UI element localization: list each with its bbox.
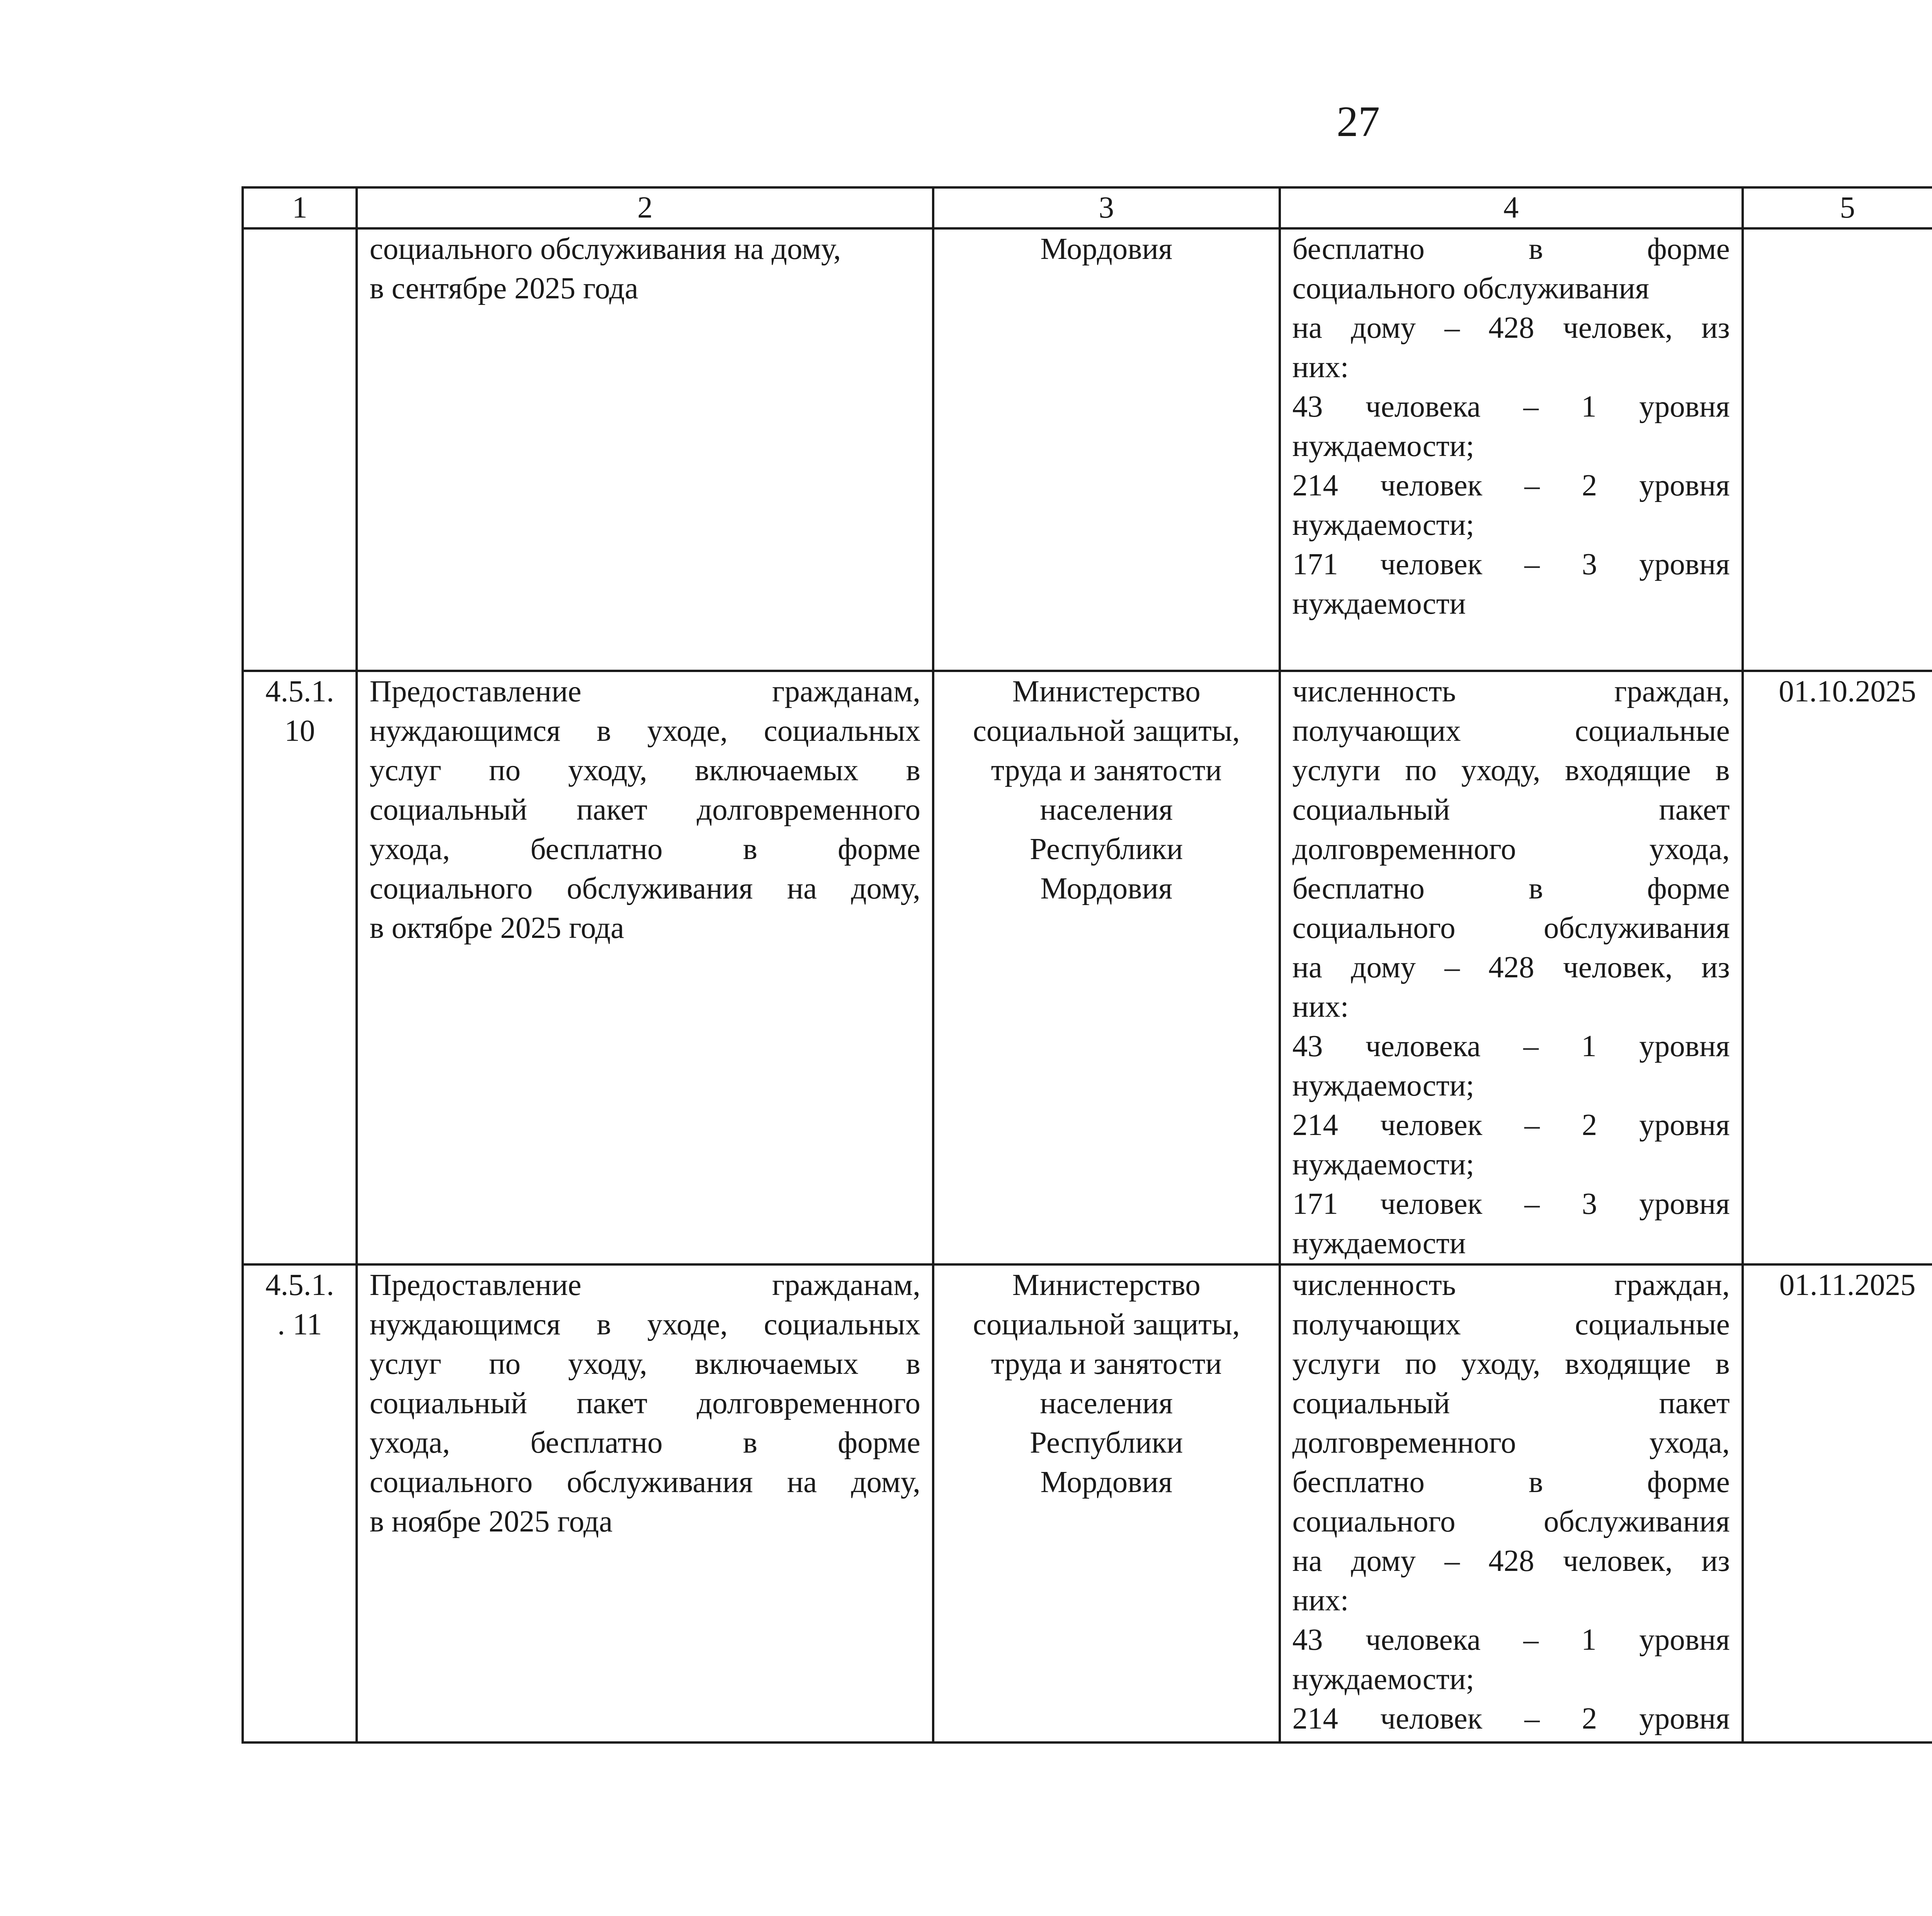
- text-line: ухода, бесплатно в форме: [369, 1426, 920, 1460]
- text-line: бесплатно в форме: [1292, 1465, 1730, 1499]
- text-line: нуждаемости;: [1292, 1662, 1475, 1696]
- text-line: долговременного ухода,: [1292, 832, 1730, 866]
- text-line: 43 человека – 1 уровня: [1292, 1029, 1730, 1063]
- description-cell: [357, 671, 933, 1264]
- text-line: социального обслуживания: [1292, 1505, 1730, 1538]
- text-line: численность граждан,: [1292, 675, 1730, 708]
- table-row: [243, 1264, 1932, 1306]
- text-line: нуждающимся в уходе, социальных: [369, 714, 920, 748]
- text-line: нуждаемости;: [1292, 1148, 1475, 1181]
- text-line: социального обслуживания: [1292, 911, 1730, 945]
- text-line: Мордовия: [1040, 232, 1173, 266]
- text-line: социальный пакет долговременного: [369, 793, 920, 827]
- text-line: услуг по уходу, включаемых в: [369, 1347, 920, 1381]
- row-number-cell: [243, 671, 357, 1264]
- text-line: них:: [1292, 351, 1349, 384]
- text-line: нуждаемости: [1292, 1227, 1466, 1260]
- text-line: на дому – 428 человек, из: [1292, 1544, 1730, 1578]
- text-line: 171 человек – 3 уровня: [1292, 548, 1730, 581]
- row-number-cell: [243, 1264, 357, 1742]
- text-line: в октябре 2025 года: [369, 911, 624, 945]
- text-line: 171 человек – 3 уровня: [1292, 1187, 1730, 1221]
- text-line: Республики: [1030, 1426, 1183, 1460]
- text-line: Министерство: [1012, 1268, 1201, 1302]
- indicator-cell: [1280, 1264, 1743, 1742]
- description-cell: [357, 228, 933, 671]
- text-line: 10: [284, 714, 315, 748]
- start-date-cell: 01.11.2025: [1743, 1264, 1932, 1742]
- text-line: 214 человек – 2 уровня: [1292, 1702, 1730, 1736]
- column-header: 1: [243, 187, 357, 228]
- text-line: них:: [1292, 990, 1349, 1024]
- text-line: 4.5.1.: [265, 1268, 334, 1302]
- text-line: населения: [1040, 1387, 1173, 1420]
- text-line: получающих социальные: [1292, 1308, 1730, 1341]
- indicator-cell: [1280, 228, 1743, 671]
- text-line: нуждаемости;: [1292, 508, 1475, 542]
- text-line: бесплатно в форме: [1292, 872, 1730, 905]
- table-row: [243, 671, 1932, 713]
- executor-cell: [933, 228, 1280, 671]
- text-line: нуждающимся в уходе, социальных: [369, 1308, 920, 1341]
- text-line: 43 человека – 1 уровня: [1292, 390, 1730, 424]
- text-line: получающих социальные: [1292, 714, 1730, 748]
- indicator-cell: [1280, 671, 1743, 1264]
- text-line: населения: [1040, 793, 1173, 827]
- text-line: 214 человек – 2 уровня: [1292, 1108, 1730, 1142]
- text-line: них:: [1292, 1584, 1349, 1617]
- text-line: 4.5.1.: [265, 675, 334, 708]
- start-date-cell: 01.10.2025: [1743, 671, 1932, 1264]
- text-line: в сентябре 2025 года: [369, 272, 638, 305]
- text-line: труда и занятости: [991, 1347, 1222, 1381]
- page-number: 27: [1337, 98, 1380, 146]
- text-line: социальный пакет: [1292, 1387, 1730, 1420]
- text-line: Мордовия: [1040, 1465, 1173, 1499]
- text-line: нуждаемости: [1292, 587, 1466, 621]
- column-header: 2: [357, 187, 933, 228]
- column-header: 3: [933, 187, 1280, 228]
- text-line: услуги по уходу, входящие в: [1292, 1347, 1730, 1381]
- text-line: Предоставление гражданам,: [369, 675, 920, 708]
- text-line: услуги по уходу, входящие в: [1292, 754, 1730, 787]
- text-line: . 11: [277, 1308, 322, 1341]
- text-line: бесплатно в форме: [1292, 232, 1730, 266]
- text-line: в ноябре 2025 года: [369, 1505, 613, 1538]
- text-line: социального обслуживания на дому,: [369, 232, 841, 266]
- activity-plan-table: [242, 186, 1932, 1744]
- text-line: труда и занятости: [991, 754, 1222, 787]
- text-line: на дому – 428 человек, из: [1292, 951, 1730, 984]
- text-line: Предоставление гражданам,: [369, 1268, 920, 1302]
- text-line: на дому – 428 человек, из: [1292, 311, 1730, 345]
- text-line: социальный пакет долговременного: [369, 1387, 920, 1420]
- text-line: ухода, бесплатно в форме: [369, 832, 920, 866]
- description-cell: [357, 1264, 933, 1742]
- row-number-cell: [243, 228, 357, 671]
- text-line: социальной защиты,: [973, 714, 1240, 748]
- text-line: услуг по уходу, включаемых в: [369, 754, 920, 787]
- column-header: 4: [1280, 187, 1743, 228]
- text-line: нуждаемости;: [1292, 1069, 1475, 1103]
- executor-cell: [933, 1264, 1280, 1742]
- text-line: социального обслуживания на дому,: [369, 872, 920, 905]
- text-line: социальной защиты,: [973, 1308, 1240, 1341]
- text-line: численность граждан,: [1292, 1268, 1730, 1302]
- text-line: социального обслуживания: [1292, 272, 1650, 305]
- text-line: Мордовия: [1040, 872, 1173, 905]
- text-line: Республики: [1030, 832, 1183, 866]
- text-line: 43 человека – 1 уровня: [1292, 1623, 1730, 1657]
- text-line: 214 человек – 2 уровня: [1292, 469, 1730, 502]
- executor-cell: [933, 671, 1280, 1264]
- text-line: Министерство: [1012, 675, 1201, 708]
- column-header: 5: [1743, 187, 1932, 228]
- text-line: социальный пакет: [1292, 793, 1730, 827]
- continuation-row: [243, 228, 1932, 671]
- start-date-cell: [1743, 228, 1932, 671]
- text-line: долговременного ухода,: [1292, 1426, 1730, 1460]
- text-line: социального обслуживания на дому,: [369, 1465, 920, 1499]
- text-line: нуждаемости;: [1292, 429, 1475, 463]
- column-number-header-row: [243, 187, 1932, 228]
